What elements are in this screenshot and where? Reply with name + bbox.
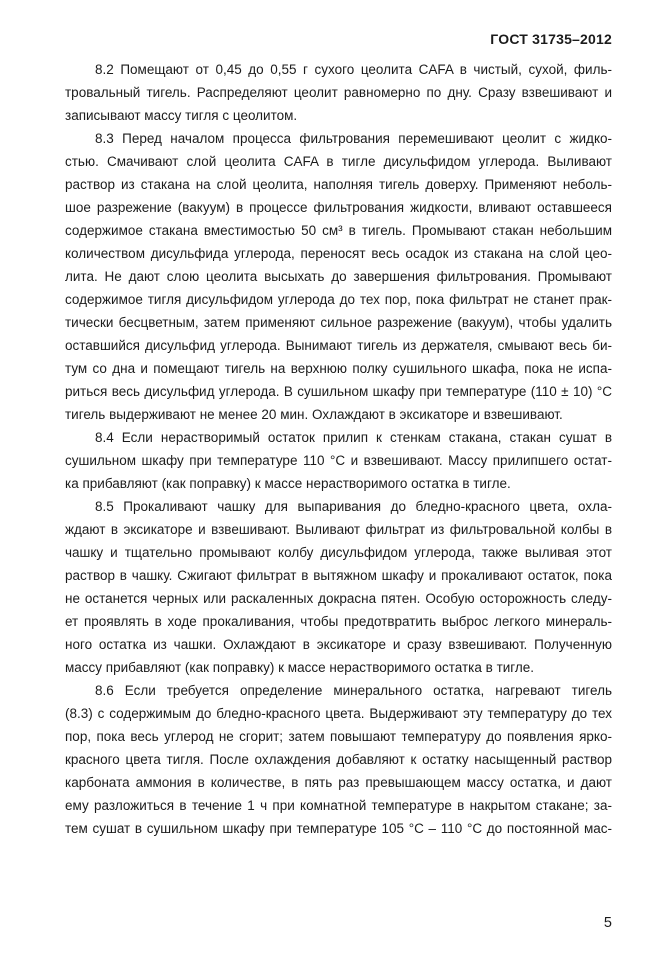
text-line: риться весь дисульфид углерода. В сушильном шкафу при температуре (110 ± 10) °С <box>65 384 612 399</box>
text-line: карбоната аммония в количестве, в пять раз превышающем массу остатка, и дают <box>65 775 612 790</box>
text-line: не останется черных или раскаленных докрасна пятен. Особую осторожность следу- <box>65 591 612 606</box>
text-line: 8.3 Перед началом процесса фильтрования перемешивают цеолит с жидко- <box>95 131 612 146</box>
text-line: ему разложиться в течение 1 ч при комнатной температуре в накрытом стакане; за- <box>65 798 612 813</box>
text-line: ет проявлять в ходе прокаливания, чтобы предотвратить выброс легкого минераль- <box>65 614 612 629</box>
text-line: 8.5 Прокаливают чашку для выпаривания до бледно-красного цвета, охла- <box>95 499 612 514</box>
text-line: оставшийся дисульфид углерода. Вынимают тигель из держателя, смывают весь би- <box>65 338 612 353</box>
text-line: раствор в чашку. Сжигают фильтрат в вытяжном шкафу и прокаливают остаток, пока <box>65 568 612 583</box>
text-line: массу прибавляют (как поправку) к массе нерастворимого остатка в тигле. <box>65 660 535 675</box>
text-line: лита. Не дают слою цеолита высыхать до завершения фильтрования. Промывают <box>65 269 612 284</box>
page-number: 5 <box>603 915 612 931</box>
text-line: тигель выдерживают не менее 20 мин. Охлаждают в эксикаторе и взвешивают. <box>65 407 563 422</box>
text-line: (8.3) с содержимым до бледно-красного цвета. Выдерживают эту температуру до тех <box>65 706 612 721</box>
text-line: тум со дна и помещают тигель на верхнюю полку сушильного шкафа, пока не испа- <box>65 361 612 376</box>
text-line: содержимое стакана вместимостью 50 см³ в тигель. Промывают стакан небольшим <box>65 223 612 238</box>
document-code-header: ГОСТ 31735–2012 <box>490 31 612 47</box>
document-body <box>65 58 612 840</box>
document-page <box>0 31 661 931</box>
text-line: сушильном шкафу при температуре 110 °С и взвешивают. Массу прилипшего остат- <box>65 453 612 468</box>
text-line: количеством дисульфида углерода, переносят весь осадок из стакана на слой цео- <box>65 246 612 261</box>
text-line: 8.4 Если нерастворимый остаток прилип к стенкам стакана, стакан сушат в <box>95 430 612 445</box>
text-line: красного цвета тигля. После охлаждения добавляют к остатку насыщенный раствор <box>65 752 612 767</box>
text-line: ждают в эксикаторе и взвешивают. Выливают фильтрат из фильтровальной колбы в <box>65 522 612 537</box>
text-line: 8.2 Помещают от 0,45 до 0,55 г сухого цеолита CAFA в чистый, сухой, филь- <box>95 62 612 77</box>
text-line: пор, пока весь углерод не сгорит; затем повышают температуру до появления ярко- <box>65 729 612 744</box>
text-line: ного остатка из чашки. Охлаждают в эксикаторе и сразу взвешивают. Полученную <box>65 637 612 652</box>
text-line: ка прибавляют (как поправку) к массе нерастворимого остатка в тигле. <box>65 476 511 491</box>
text-line: записывают массу тигля с цеолитом. <box>65 108 298 123</box>
text-line: стью. Смачивают слой цеолита CAFA в тигле дисульфидом углерода. Выливают <box>65 154 612 169</box>
text-line: тровальный тигель. Распределяют цеолит равномерно по дну. Сразу взвешивают и <box>65 85 612 100</box>
text-line: раствор из стакана на слой цеолита, наполняя тигель доверху. Применяют неболь- <box>65 177 612 192</box>
text-line: содержимое тигля дисульфидом углерода до тех пор, пока фильтрат не станет прак- <box>65 292 612 307</box>
text-line: шое разрежение (вакуум) в процессе фильтрования жидкости, вливают оставшееся <box>65 200 612 215</box>
text-line: чашку и тщательно промывают колбу дисульфидом углерода, также выливая этот <box>65 545 612 560</box>
text-line: 8.6 Если требуется определение минерального остатка, нагревают тигель <box>95 683 612 698</box>
text-line: тем сушат в сушильном шкафу при температуре 105 °С – 110 °С до постоянной мас- <box>65 821 612 836</box>
text-line: тически бесцветным, затем применяют сильное разрежение (вакуум), чтобы удалить <box>65 315 612 330</box>
